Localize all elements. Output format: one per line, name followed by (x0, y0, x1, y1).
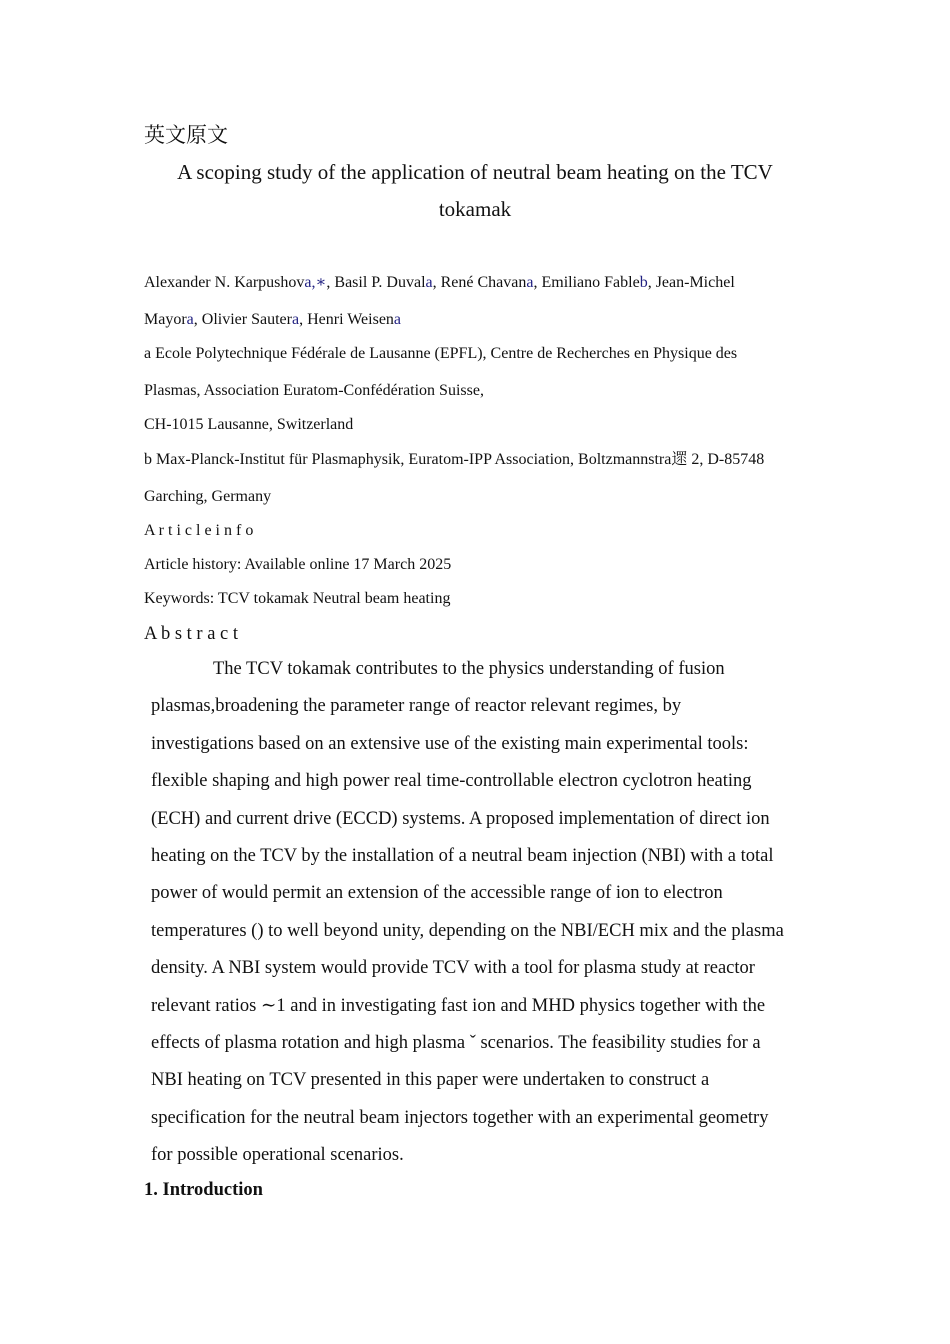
affiliation-line: b Max-Planck-Institut für Plasmaphysik, Euratom-IPP Association, Boltzmannstra遝 2, D-85748 (144, 451, 765, 468)
abstract-line: plasmas,broadening the parameter range of reactor relevant regimes, by (151, 696, 682, 717)
abstract-line: density. A NBI system would provide TCV with a tool for plasma study at reactor (151, 958, 755, 979)
title-line-1: A scoping study of the application of neutral beam heating on the TCV (177, 160, 773, 184)
author-name: Henri Weisen (307, 311, 394, 328)
author-name: Emiliano Fable (541, 274, 640, 291)
author-name: René Chavan (440, 274, 527, 291)
affiliation-mark: a (291, 311, 300, 328)
abstract-line: power of would permit an extension of the accessible range of ion to electron (151, 883, 723, 904)
separator: , (326, 274, 335, 291)
abstract-line: for possible operational scenarios. (151, 1145, 404, 1166)
section-heading: 1. Introduction (144, 1180, 263, 1200)
affiliation-mark: b (639, 274, 648, 291)
affiliation-line: a Ecole Polytechnique Fédérale de Lausanne (EPFL), Centre de Recherches en Physique des (144, 345, 738, 362)
author-name: Jean-Michel (655, 274, 735, 291)
affiliation-mark: a,∗ (304, 274, 327, 291)
abstract-heading: A b s t r a c t (144, 624, 239, 644)
affiliation-mark: a (526, 274, 534, 291)
abstract-line: (ECH) and current drive (ECCD) systems. A proposed implementation of direct ion (151, 808, 770, 829)
abstract-line: NBI heating on TCV presented in this paper were undertaken to construct a (151, 1070, 710, 1091)
affiliation-line: CH-1015 Lausanne, Switzerland (144, 416, 354, 433)
affiliation-line: Garching, Germany (144, 488, 272, 505)
article-history: Article history: Available online 17 March 2025 (144, 556, 452, 573)
abstract-line: relevant ratios ∼1 and in investigating fast ion and MHD physics together with the (151, 995, 766, 1016)
affiliation-mark: a (186, 311, 194, 328)
author-name: Mayor (144, 311, 187, 328)
affiliation-mark: a (425, 274, 433, 291)
title-line-2: tokamak (438, 197, 512, 221)
author-name: Olivier Sauter (201, 311, 292, 328)
chinese-heading: 英文原文 (144, 123, 228, 147)
separator: , (193, 311, 202, 328)
abstract-line: The TCV tokamak contributes to the physics understanding of fusion (213, 659, 725, 679)
author-line (144, 312, 401, 328)
author-name: Alexander N. Karpushov (144, 274, 305, 291)
abstract-line: flexible shaping and high power real time-controllable electron cyclotron heating (151, 771, 752, 792)
separator: , (432, 274, 441, 291)
author-line (144, 275, 735, 291)
abstract-line: specification for the neutral beam injectors together with an experimental geometry (151, 1107, 769, 1128)
separator: , (647, 274, 656, 291)
separator: , (299, 311, 308, 328)
abstract-line: heating on the TCV by the installation of a neutral beam injection (NBI) with a total (151, 846, 774, 866)
separator: , (533, 274, 542, 291)
abstract-line: effects of plasma rotation and high plasma ˇ scenarios. The feasibility studies for a (151, 1033, 761, 1053)
author-name: Basil P. Duval (334, 274, 426, 291)
affiliation-mark: a (393, 311, 402, 328)
article-info-heading: A r t i c l e i n f o (144, 522, 254, 539)
abstract-line: temperatures () to well beyond unity, depending on the NBI/ECH mix and the plasma (151, 920, 784, 941)
affiliation-line: Plasmas, Association Euratom-Confédération Suisse, (144, 382, 484, 399)
abstract-line: investigations based on an extensive use of the existing main experimental tools: (151, 733, 749, 754)
keywords: Keywords: TCV tokamak Neutral beam heating (144, 590, 451, 607)
